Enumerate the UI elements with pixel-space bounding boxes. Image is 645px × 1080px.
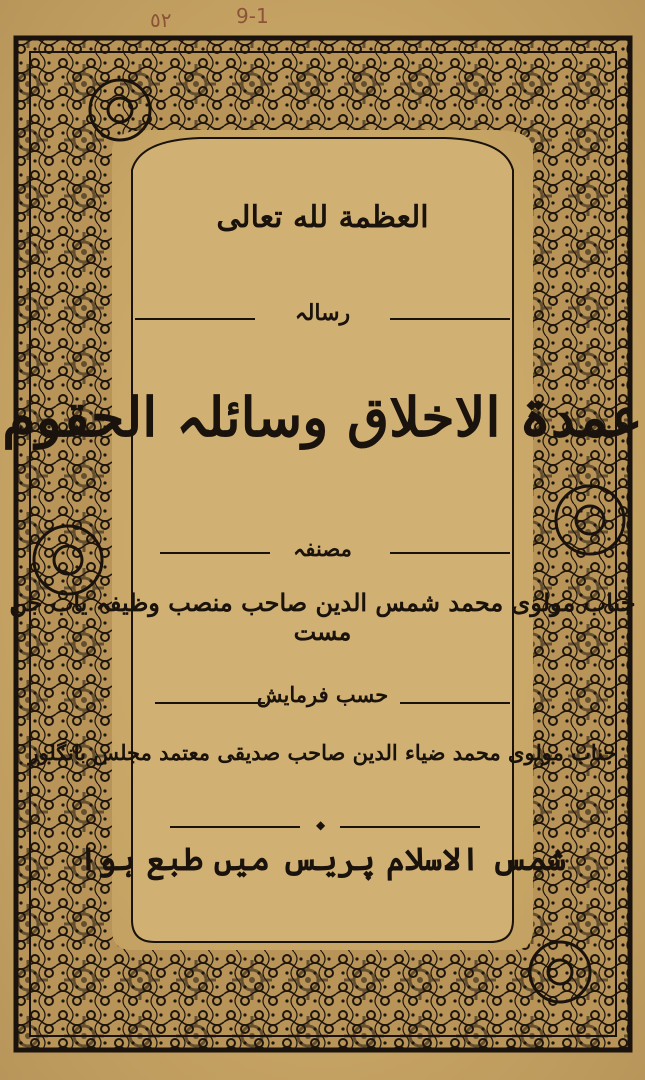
ornament-dots: ◆	[316, 818, 326, 832]
patron-line: جناب مولوی محمد ضیاء الدین صاحب صدیقی معتمد مجلس بانگلور	[28, 740, 617, 765]
author-line: جناب مولوی محمد شمس الدین صاحب منصب وظیفہ یاب جن مست	[9, 588, 636, 646]
label-musannifa: مصنفہ	[293, 536, 352, 561]
label-risala: رسالہ	[294, 300, 351, 326]
invocation: العظمة لله تعالی	[216, 200, 429, 235]
rule-press-left	[170, 826, 300, 828]
shelf-mark: 9-1	[236, 4, 269, 28]
label-farmaish: حسب فرمایش	[256, 682, 389, 707]
rule-press-right	[340, 826, 480, 828]
press-line: شمس الاسلام پریس میں طبع ہوا	[79, 840, 566, 878]
book-title: عمدۃ الاخلاق وسائلہ الحقوم	[2, 385, 643, 449]
page-number: ٥٢	[150, 8, 172, 32]
